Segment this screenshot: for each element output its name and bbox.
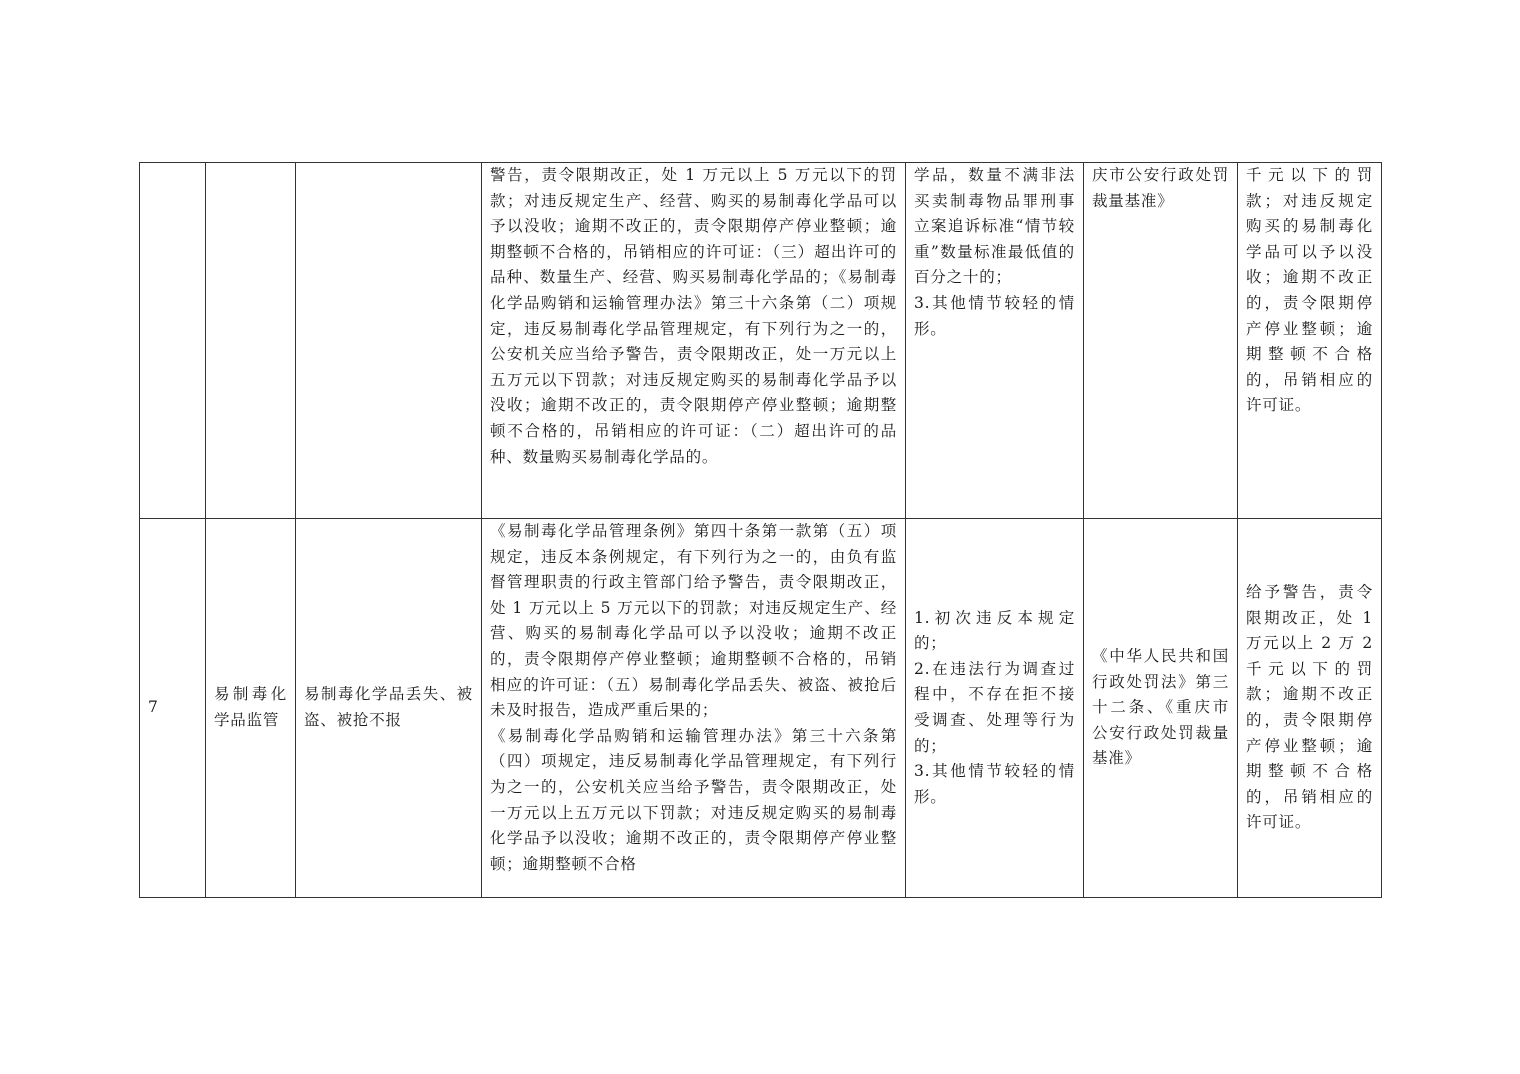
circumstances-cell bbox=[906, 163, 1084, 519]
category-text: 易制毒化学品监管 bbox=[214, 685, 287, 729]
category-cell bbox=[206, 519, 296, 898]
basis-reference-text: 庆市公安行政处罚裁量基准》 bbox=[1092, 166, 1229, 210]
penalty-table bbox=[139, 162, 1382, 898]
legal-basis-text: 《易制毒化学品购销和运输管理办法》第三十六条第（四）项规定，违反易制毒化学品管理规定，有下列行为之一的，公安机关应当给予警告，责令限期改正，处一万元以上五万元以下罚款；对违反规定购买的易制毒化学品予以没收；逾期不改正的，责令限期停产停业整顿；逾期整顿不合格 bbox=[490, 726, 897, 873]
violation-cell bbox=[296, 163, 482, 519]
penalty-cell bbox=[1238, 519, 1382, 898]
penalty-text: 千元以下的罚款；对违反规定购买的易制毒化学品可以予以没收；逾期不改正的，责令限期停产停业整顿；逾期整顿不合格的，吊销相应的许可证。 bbox=[1246, 166, 1373, 415]
category-cell bbox=[206, 163, 296, 519]
penalty-cell bbox=[1238, 163, 1382, 519]
basis-reference-cell bbox=[1084, 163, 1238, 519]
circumstances-text: 学品，数量不满非法买卖制毒物品罪刑事立案追诉标准“情节较重”数量标准最低值的百分之十的； 3.其他情节较轻的情形。 bbox=[914, 166, 1075, 338]
table-row bbox=[140, 163, 1382, 519]
legal-basis-text: 《易制毒化学品管理条例》第四十条第一款第（五）项规定，违反本条例规定，有下列行为之一的，由负有监督管理职责的行政主管部门给予警告，责令限期改正，处 1 万元以上 5 万元以下的罚款；对违反规定生产、经营、购买的易制毒化学品可以予以没收；逾期不改正的，责令限期停产停业整顿；逾期整顿不合格的，吊销相应的许可证：（五）易制毒化学品丢失、被盗、被抢后未及时报告，造成严重后果的； bbox=[490, 522, 897, 720]
seq-cell bbox=[140, 163, 206, 519]
basis-reference-text: 《中华人民共和国行政处罚法》第三十二条、《重庆市公安行政处罚裁量基准》 bbox=[1092, 647, 1229, 768]
legal-basis-text: 警告，责令限期改正，处 1 万元以上 5 万元以下的罚款；对违反规定生产、经营、购买的易制毒化学品可以予以没收；逾期不改正的，责令限期停产停业整顿；逾期整顿不合格的，吊销相应的许可证：（三）超出许可的品种、数量生产、经营、购买易制毒化学品的；《易制毒化学品购销和运输管理办法》第三十六条第（二）项规定，违反易制毒化学品管理规定，有下列行为之一的，公安机关应当给予警告，责令限期改正，处一万元以上五万元以下罚款；对违反规定购买的易制毒化学品予以没收；逾期不改正的，责令限期停产停业整顿；逾期整顿不合格的，吊销相应的许可证：（二）超出许可的品种、数量购买易制毒化学品的。 bbox=[490, 166, 897, 466]
basis-reference-cell bbox=[1084, 519, 1238, 898]
legal-basis-cell bbox=[482, 519, 906, 898]
circumstances-cell bbox=[906, 519, 1084, 898]
violation-cell bbox=[296, 519, 482, 898]
circumstances-text: 1.初次违反本规定的； 2.在违法行为调查过程中，不存在拒不接受调查、处理等行为的； 3.其他情节较轻的情形。 bbox=[914, 608, 1075, 806]
seq-cell: 7 bbox=[140, 519, 206, 898]
legal-basis-cell bbox=[482, 163, 906, 519]
violation-text: 易制毒化学品丢失、被盗、被抢不报 bbox=[304, 685, 473, 729]
table-row bbox=[140, 519, 1382, 898]
penalty-text: 给予警告，责令限期改正，处 1 万元以上 2 万 2 千元以下的罚款；逾期不改正的，责令限期停产停业整顿；逾期整顿不合格的，吊销相应的许可证。 bbox=[1246, 583, 1373, 832]
